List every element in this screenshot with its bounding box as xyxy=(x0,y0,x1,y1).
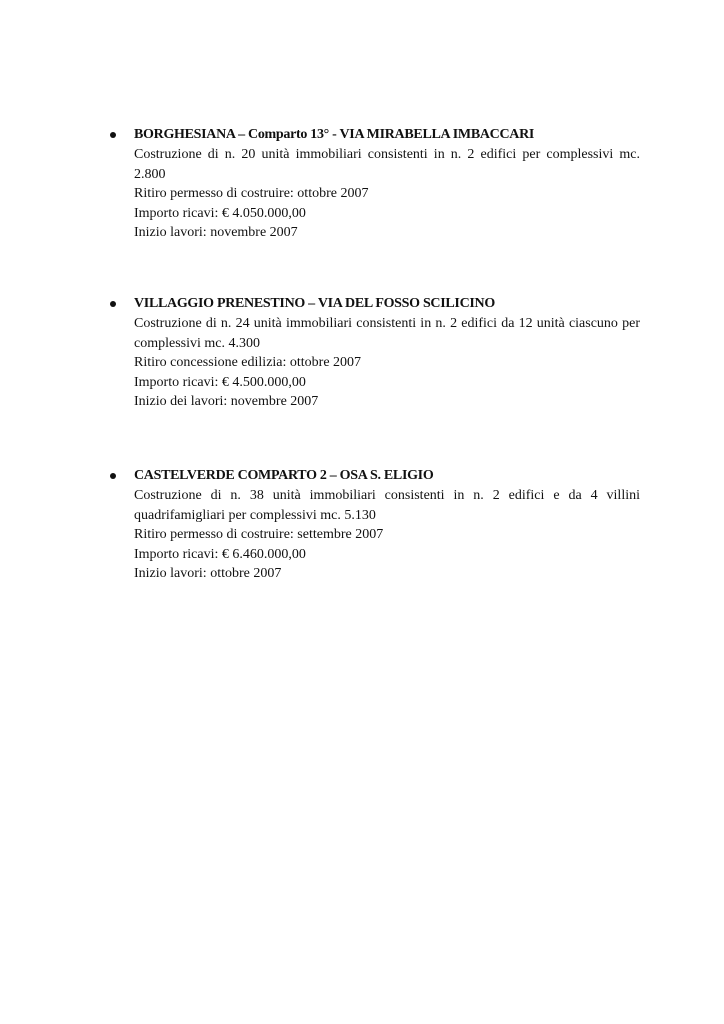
project-title: BORGHESIANA – Comparto 13° - VIA MIRABELLA IMBACCARI xyxy=(134,127,535,142)
project-start: Inizio dei lavori: novembre 2007 xyxy=(134,394,319,409)
project-start: Inizio lavori: ottobre 2007 xyxy=(134,566,282,581)
project-description: Costruzione di n. 38 unità immobiliari consistenti in n. 2 edifici e da 4 villini quadrifamigliari per complessivi mc. 5.130 xyxy=(134,488,640,523)
project-entry-borghesiana xyxy=(108,125,640,243)
project-body xyxy=(134,125,640,243)
project-permit: Ritiro permesso di costruire: settembre 2007 xyxy=(134,527,384,542)
project-title: VILLAGGIO PRENESTINO – VIA DEL FOSSO SCILICINO xyxy=(134,296,495,311)
project-description: Costruzione di n. 24 unità immobiliari consistenti in n. 2 edifici da 12 unità ciascuno per complessivi mc. 4.300 xyxy=(134,316,640,351)
bullet-icon xyxy=(110,473,116,479)
project-permit: Ritiro permesso di costruire: ottobre 2007 xyxy=(134,186,369,201)
project-start: Inizio lavori: novembre 2007 xyxy=(134,225,298,240)
project-entry-villaggio-prenestino xyxy=(108,294,640,412)
project-title: CASTELVERDE COMPARTO 2 – OSA S. ELIGIO xyxy=(134,468,434,483)
bullet-icon xyxy=(110,132,116,138)
project-body xyxy=(134,294,640,412)
project-revenue: Importo ricavi: € 4.050.000,00 xyxy=(134,205,306,221)
project-permit: Ritiro concessione edilizia: ottobre 2007 xyxy=(134,355,362,370)
project-entry-castelverde xyxy=(108,466,640,584)
project-revenue: Importo ricavi: € 4.500.000,00 xyxy=(134,374,306,390)
project-revenue: Importo ricavi: € 6.460.000,00 xyxy=(134,546,306,562)
bullet-icon xyxy=(110,301,116,307)
project-body xyxy=(134,466,640,584)
project-description: Costruzione di n. 20 unità immobiliari consistenti in n. 2 edifici per complessivi mc. 2.800 xyxy=(134,147,640,182)
